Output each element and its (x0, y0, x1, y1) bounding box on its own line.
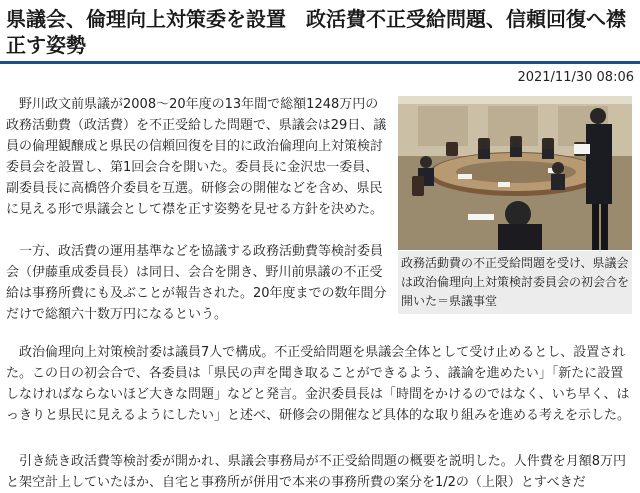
publish-timestamp: 2021/11/30 08:06 (517, 70, 634, 85)
article-paragraph-3: 政治倫理向上対策検討委は議員7人で構成。不正受給問題を県議会全体として受け止めるとし、設置された。この日の初会合で、各委員は「県民の声を聞き取ることができるよう、議論を進めたい」「新たに設置しなければならないほど大きな問題」などと発言。金沢委員長は「時間をかけるのではなく、いち早く、はっきりと県民に見えるようにしたい」と述べ、研修会の開催など具体的な取り組みを進める考えを示した。 (6, 345, 631, 423)
meeting-photo[interactable] (398, 96, 632, 250)
article-paragraph-1: 野川政文前県議が2008～20年度の13年間で総額1248万円の政務活動費（政活費）を不正受給した問題で、県議会は29日、議員の倫理観醸成と県民の信頼回復を目的に政治倫理向上対策検討委員会を設置し、第1回会合を開いた。委員長に金沢忠一委員、副委員長に高橋啓介委員を互選。研修会の開催などを含め、県民に見える形で県議会として襟を正す姿勢を見せる方針を決めた。 (6, 97, 387, 217)
article-paragraph-4: 引き続き政活費等検討委が開かれ、県議会事務局が不正受給問題の概要を説明した。人件費を月額8万円と架空計上していたほか、自宅と事務所が併用で本来の事務所費の案分を1/2の（上限）とすべきだ (6, 454, 627, 490)
headline-divider (0, 61, 640, 64)
photo-caption: 政務活動費の不正受給問題を受け、県議会は政治倫理向上対策検討委員会の初会合を開いた＝県議事堂 (398, 251, 632, 314)
article-paragraph-2: 一方、政活費の運用基準などを協議する政務活動費等検討委員会（伊藤重成委員長）は同日、会合を開き、野川前県議の不正受給は事務所費にも及ぶことが報告された。20年度までの数年間分だけで総額六十数万円になるという。 (6, 244, 387, 322)
article-headline: 県議会、倫理向上対策委を設置 政活費不正受給問題、信頼回復へ襟正す姿勢 (6, 7, 626, 57)
article-photo-figure (398, 96, 632, 314)
